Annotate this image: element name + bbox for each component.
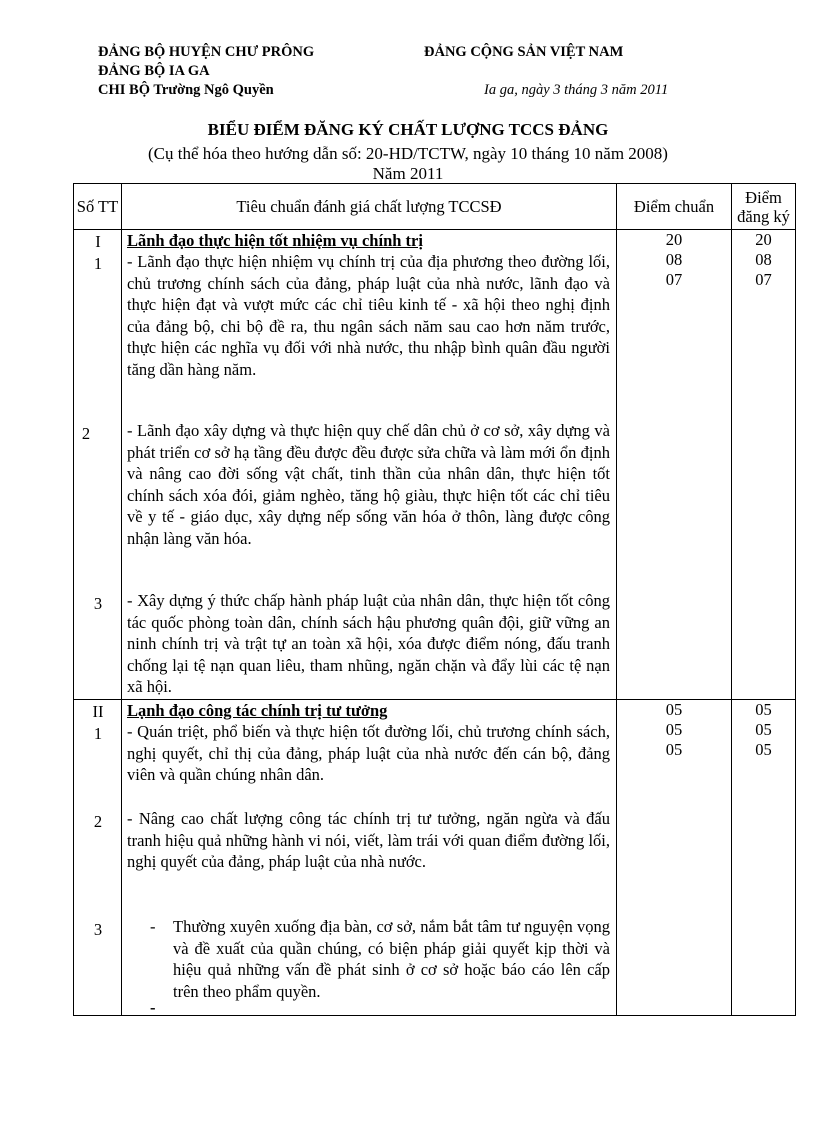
item-number: 1 [93,254,103,273]
registered-score: 05 [755,700,772,719]
bullet-dash: - [150,917,156,936]
registered-score-cell [732,230,796,700]
section-row [74,700,796,1016]
registered-score: 20 [755,230,772,249]
section-title: Lạnh đạo công tác chính trị tư tưởng [127,701,388,720]
criteria-text: - Nâng cao chất lượng công tác chính trị tư tưởng, ngăn ngừa và đấu tranh hiệu quả những hành vi nói, viết, làm trái với quan điểm đường lối, nghị quyết của đảng, pháp luật của nhà nước. [127,809,610,871]
header-standard-score: Điểm chuẩn [617,184,732,230]
section-row [74,230,796,700]
header-registered-score: Điểm đăng ký [732,184,796,230]
criteria-table [73,183,796,1016]
document-subtitle: (Cụ thể hóa theo hướng dẫn số: 20-HD/TCTW, ngày 10 tháng 10 năm 2008) [148,144,668,163]
registered-score: 08 [755,250,772,269]
document-title: BIỂU ĐIỂM ĐĂNG KÝ CHẤT LƯỢNG TCCS ĐẢNG [207,120,609,139]
document-date: Ia ga, ngày 3 tháng 3 năm 2011 [484,82,669,98]
trailing-dash: - [150,998,156,1017]
standard-score: 05 [665,700,683,719]
registered-score: 05 [755,740,772,759]
criteria-text: - Lãnh đạo thực hiện nhiệm vụ chính trị của địa phương theo đường lối, chủ trương chính sách của đảng, pháp luật của nhà nước, lãnh đạo và thực hiện đạt và vượt mức các chỉ tiêu kinh tế - xã hội theo nghị định của đảng bộ, chi bộ đề ra, thu ngân sách năm sau cao hơn năm trước, thực hiện các nghĩa vụ đối với nhà nước, thu nhập bình quân đầu người tăng dần hàng năm. [127,252,610,379]
item-number: 3 [93,920,103,939]
criteria-text: Thường xuyên xuống địa bàn, cơ sở, nắm bắt tâm tư nguyện vọng và đề xuất của quần chúng, có biện pháp giải quyết kịp thời và hiệu quả những vấn đề phát sinh ở cơ sở hoặc báo cáo lên cấp trên theo phẩm quyền. [173,917,610,1001]
standard-score-cell [617,230,732,700]
standard-score-cell [617,700,732,1016]
criteria-text: - Quán triệt, phổ biến và thực hiện tốt đường lối, chủ trương chính sách, nghị quyết, chỉ thị của đảng, pháp luật của nhà nước đến cán bộ, đảng viên và quần chúng nhân dân. [127,722,610,784]
registered-score: 07 [755,270,772,289]
section-roman: II [92,702,104,721]
item-number: 3 [93,594,103,613]
item-number: 2 [93,812,103,831]
party-name: ĐẢNG CỘNG SẢN VIỆT NAM [424,44,624,60]
section-criteria-cell [122,230,617,700]
standard-score: 08 [665,250,683,269]
section-title: Lãnh đạo thực hiện tốt nhiệm vụ chính trị [127,231,423,250]
section-number-cell [74,230,122,700]
header-stt: Số TT [74,184,122,230]
org-line-commune: ĐẢNG BỘ IA GA [98,63,210,79]
table-header-row [74,184,796,230]
org-line-cell: CHI BỘ Trường Ngô Quyền [98,82,274,98]
section-roman: I [95,232,101,251]
criteria-text: - Lãnh đạo xây dựng và thực hiện quy chế dân chủ ở cơ sở, xây dựng và phát triển cơ sở hạ tầng đều được đều được sửa chữa và làm mới ổn định và nâng cao đời sống vật chất, tinh thần của nhân dân, thực hiện tốt chính sách xóa đói, giảm nghèo, tăng hộ giàu, thực hiện tốt các chỉ tiêu về y tế - giáo dục, xây dựng nếp sống văn hóa ở thôn, làng được công nhận làng văn hóa. [127,421,610,548]
registered-score: 05 [755,720,772,739]
item-number: 1 [93,724,103,743]
section-criteria-cell [122,700,617,1016]
standard-score: 05 [665,740,683,759]
standard-score: 07 [665,270,683,289]
standard-score: 05 [665,720,683,739]
standard-score: 20 [665,230,683,249]
section-number-cell [74,700,122,1016]
item-number: 2 [81,424,91,443]
criteria-text: - Xây dựng ý thức chấp hành pháp luật của nhân dân, thực hiện tốt công tác quốc phòng toàn dân, chính sách hậu phương quân đội, giữ vững an ninh chính trị và trật tự an toàn xã hội, xóa được điểm nóng, đấu tranh chống lại tệ nạn quan liêu, tham nhũng, ngăn chặn và đẩy lùi các tệ nạn xã hội. [127,591,610,696]
registered-score-cell [732,700,796,1016]
document-year: Năm 2011 [372,164,444,183]
header-criteria: Tiêu chuẩn đánh giá chất lượng TCCSĐ [122,184,617,230]
org-line-district: ĐẢNG BỘ HUYỆN CHƯ PRÔNG [98,44,315,60]
